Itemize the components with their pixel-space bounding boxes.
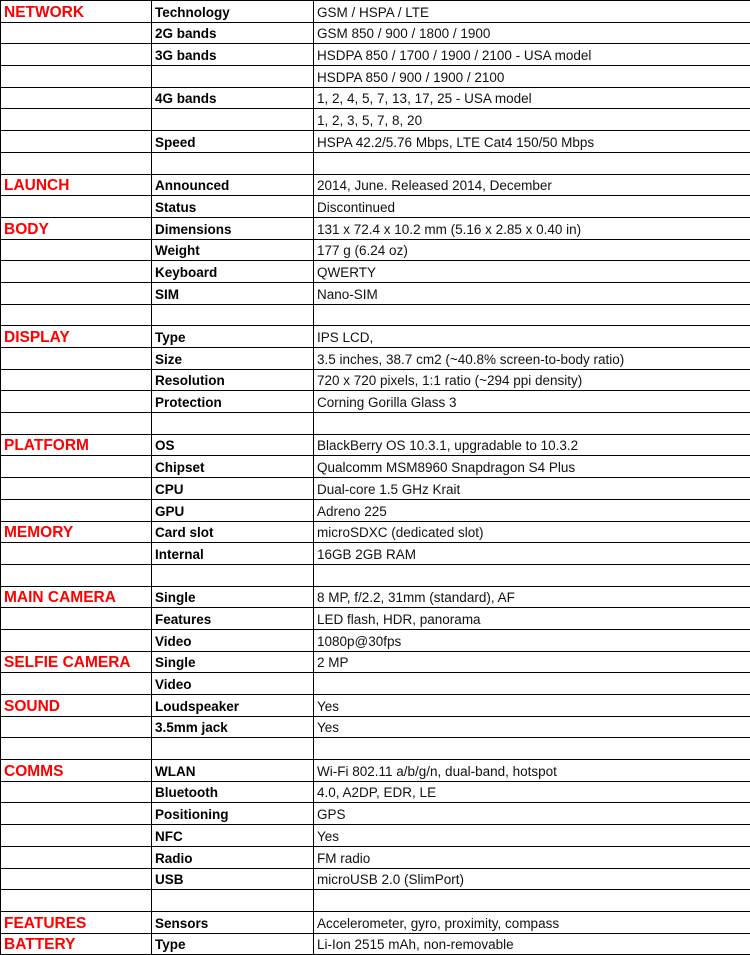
spec-row xyxy=(1,825,750,847)
spec-key: 3.5mm jack xyxy=(152,716,314,738)
spec-value: Wi-Fi 802.11 a/b/g/n, dual-band, hotspot xyxy=(314,760,750,782)
spec-row xyxy=(1,803,750,825)
spec-value: 131 x 72.4 x 10.2 mm (5.16 x 2.85 x 0.40 in) xyxy=(314,217,750,239)
spec-key xyxy=(152,738,314,760)
spec-row xyxy=(1,66,750,88)
spec-row xyxy=(1,760,750,782)
spec-row xyxy=(1,131,750,153)
spec-row xyxy=(1,456,750,478)
spec-value xyxy=(314,304,750,326)
spec-value: 1, 2, 4, 5, 7, 13, 17, 25 - USA model xyxy=(314,87,750,109)
spec-row xyxy=(1,846,750,868)
spec-value: LED flash, HDR, panorama xyxy=(314,608,750,630)
spec-row xyxy=(1,1,750,23)
section-label: LAUNCH xyxy=(1,174,152,196)
spec-table-body xyxy=(1,1,750,955)
spec-key xyxy=(152,152,314,174)
spec-value: 16GB 2GB RAM xyxy=(314,543,750,565)
section-label xyxy=(1,543,152,565)
spec-key: 4G bands xyxy=(152,87,314,109)
spec-row xyxy=(1,521,750,543)
spec-key: Card slot xyxy=(152,521,314,543)
section-label xyxy=(1,629,152,651)
section-label: COMMS xyxy=(1,760,152,782)
section-label xyxy=(1,868,152,890)
spec-key: Loudspeaker xyxy=(152,695,314,717)
spec-row xyxy=(1,348,750,370)
spec-key: Technology xyxy=(152,1,314,23)
spec-value xyxy=(314,738,750,760)
section-label: FEATURES xyxy=(1,911,152,933)
spec-key: Resolution xyxy=(152,369,314,391)
spec-key: Features xyxy=(152,608,314,630)
spec-value: QWERTY xyxy=(314,261,750,283)
spec-row xyxy=(1,478,750,500)
spec-value: BlackBerry OS 10.3.1, upgradable to 10.3.2 xyxy=(314,434,750,456)
spec-row xyxy=(1,391,750,413)
spec-value: 1080p@30fps xyxy=(314,629,750,651)
spec-value xyxy=(314,413,750,435)
spec-key: NFC xyxy=(152,825,314,847)
spec-key xyxy=(152,564,314,586)
spec-value: 2014, June. Released 2014, December xyxy=(314,174,750,196)
spec-key: Radio xyxy=(152,846,314,868)
section-label: BODY xyxy=(1,217,152,239)
spec-key: Video xyxy=(152,673,314,695)
spec-row xyxy=(1,499,750,521)
section-label: SOUND xyxy=(1,695,152,717)
section-label: PLATFORM xyxy=(1,434,152,456)
spec-row xyxy=(1,911,750,933)
spec-key: Sensors xyxy=(152,911,314,933)
spec-key: Internal xyxy=(152,543,314,565)
section-label: SELFIE CAMERA xyxy=(1,651,152,673)
spec-value: HSDPA 850 / 1700 / 1900 / 2100 - USA model xyxy=(314,44,750,66)
spec-row xyxy=(1,629,750,651)
spec-value: 3.5 inches, 38.7 cm2 (~40.8% screen-to-body ratio) xyxy=(314,348,750,370)
spec-row xyxy=(1,152,750,174)
section-label xyxy=(1,348,152,370)
spec-value: Nano-SIM xyxy=(314,282,750,304)
spec-value xyxy=(314,890,750,912)
spec-key xyxy=(152,66,314,88)
spec-row xyxy=(1,326,750,348)
section-label xyxy=(1,261,152,283)
spec-row xyxy=(1,673,750,695)
spec-value: microUSB 2.0 (SlimPort) xyxy=(314,868,750,890)
section-label xyxy=(1,478,152,500)
spec-value: IPS LCD, xyxy=(314,326,750,348)
section-label: DISPLAY xyxy=(1,326,152,348)
section-label xyxy=(1,673,152,695)
spec-row xyxy=(1,44,750,66)
spec-row xyxy=(1,564,750,586)
spec-value: GSM / HSPA / LTE xyxy=(314,1,750,23)
spec-key: Speed xyxy=(152,131,314,153)
section-label xyxy=(1,152,152,174)
spec-row xyxy=(1,239,750,261)
spec-value: HSPA 42.2/5.76 Mbps, LTE Cat4 150/50 Mbps xyxy=(314,131,750,153)
spec-key: WLAN xyxy=(152,760,314,782)
spec-row xyxy=(1,781,750,803)
spec-value xyxy=(314,564,750,586)
section-label xyxy=(1,109,152,131)
spec-key: Type xyxy=(152,933,314,955)
section-label xyxy=(1,738,152,760)
section-label xyxy=(1,456,152,478)
spec-value: Accelerometer, gyro, proximity, compass xyxy=(314,911,750,933)
spec-row xyxy=(1,174,750,196)
section-label: MAIN CAMERA xyxy=(1,586,152,608)
section-label xyxy=(1,22,152,44)
section-label xyxy=(1,369,152,391)
spec-value: Dual-core 1.5 GHz Krait xyxy=(314,478,750,500)
section-label xyxy=(1,239,152,261)
section-label xyxy=(1,66,152,88)
spec-row xyxy=(1,434,750,456)
spec-key: Bluetooth xyxy=(152,781,314,803)
spec-row xyxy=(1,868,750,890)
spec-row xyxy=(1,890,750,912)
section-label xyxy=(1,803,152,825)
section-label xyxy=(1,499,152,521)
spec-key: Video xyxy=(152,629,314,651)
spec-key: Protection xyxy=(152,391,314,413)
spec-value: 4.0, A2DP, EDR, LE xyxy=(314,781,750,803)
spec-key: 2G bands xyxy=(152,22,314,44)
section-label xyxy=(1,44,152,66)
spec-value: Corning Gorilla Glass 3 xyxy=(314,391,750,413)
spec-value: GPS xyxy=(314,803,750,825)
spec-key: OS xyxy=(152,434,314,456)
spec-value: Adreno 225 xyxy=(314,499,750,521)
spec-key: CPU xyxy=(152,478,314,500)
spec-key: 3G bands xyxy=(152,44,314,66)
spec-key: Weight xyxy=(152,239,314,261)
spec-key: Announced xyxy=(152,174,314,196)
section-label xyxy=(1,825,152,847)
spec-row xyxy=(1,413,750,435)
spec-key: Size xyxy=(152,348,314,370)
spec-key: Keyboard xyxy=(152,261,314,283)
section-label: MEMORY xyxy=(1,521,152,543)
spec-value: Yes xyxy=(314,695,750,717)
spec-row xyxy=(1,369,750,391)
spec-row xyxy=(1,22,750,44)
spec-row xyxy=(1,217,750,239)
spec-key xyxy=(152,890,314,912)
spec-row xyxy=(1,608,750,630)
spec-row xyxy=(1,586,750,608)
section-label xyxy=(1,131,152,153)
spec-value: 1, 2, 3, 5, 7, 8, 20 xyxy=(314,109,750,131)
section-label xyxy=(1,196,152,218)
spec-row xyxy=(1,543,750,565)
spec-value xyxy=(314,673,750,695)
section-label xyxy=(1,564,152,586)
spec-key: Dimensions xyxy=(152,217,314,239)
spec-key: Positioning xyxy=(152,803,314,825)
section-label xyxy=(1,608,152,630)
spec-value: 177 g (6.24 oz) xyxy=(314,239,750,261)
section-label xyxy=(1,282,152,304)
section-label xyxy=(1,87,152,109)
spec-key: SIM xyxy=(152,282,314,304)
section-label xyxy=(1,413,152,435)
spec-key: Status xyxy=(152,196,314,218)
spec-value: FM radio xyxy=(314,846,750,868)
spec-value: 2 MP xyxy=(314,651,750,673)
spec-key: Type xyxy=(152,326,314,348)
spec-value: Discontinued xyxy=(314,196,750,218)
spec-value xyxy=(314,152,750,174)
spec-key xyxy=(152,109,314,131)
spec-value: 8 MP, f/2.2, 31mm (standard), AF xyxy=(314,586,750,608)
section-label xyxy=(1,716,152,738)
section-label xyxy=(1,304,152,326)
spec-value: Yes xyxy=(314,716,750,738)
spec-key: Chipset xyxy=(152,456,314,478)
spec-key: GPU xyxy=(152,499,314,521)
spec-row xyxy=(1,261,750,283)
spec-value: microSDXC (dedicated slot) xyxy=(314,521,750,543)
spec-value: Li-Ion 2515 mAh, non-removable xyxy=(314,933,750,955)
section-label xyxy=(1,846,152,868)
section-label xyxy=(1,781,152,803)
spec-key xyxy=(152,413,314,435)
spec-value: Yes xyxy=(314,825,750,847)
spec-key: Single xyxy=(152,586,314,608)
section-label: NETWORK xyxy=(1,1,152,23)
spec-row xyxy=(1,87,750,109)
spec-row xyxy=(1,695,750,717)
spec-value: 720 x 720 pixels, 1:1 ratio (~294 ppi density) xyxy=(314,369,750,391)
spec-row xyxy=(1,282,750,304)
section-label: BATTERY xyxy=(1,933,152,955)
spec-key: USB xyxy=(152,868,314,890)
spec-row xyxy=(1,196,750,218)
section-label xyxy=(1,391,152,413)
spec-key: Single xyxy=(152,651,314,673)
spec-key xyxy=(152,304,314,326)
spec-row xyxy=(1,109,750,131)
spec-value: GSM 850 / 900 / 1800 / 1900 xyxy=(314,22,750,44)
section-label xyxy=(1,890,152,912)
spec-value: HSDPA 850 / 900 / 1900 / 2100 xyxy=(314,66,750,88)
spec-row xyxy=(1,933,750,955)
spec-row xyxy=(1,651,750,673)
spec-row xyxy=(1,738,750,760)
spec-row xyxy=(1,716,750,738)
spec-row xyxy=(1,304,750,326)
spec-value: Qualcomm MSM8960 Snapdragon S4 Plus xyxy=(314,456,750,478)
